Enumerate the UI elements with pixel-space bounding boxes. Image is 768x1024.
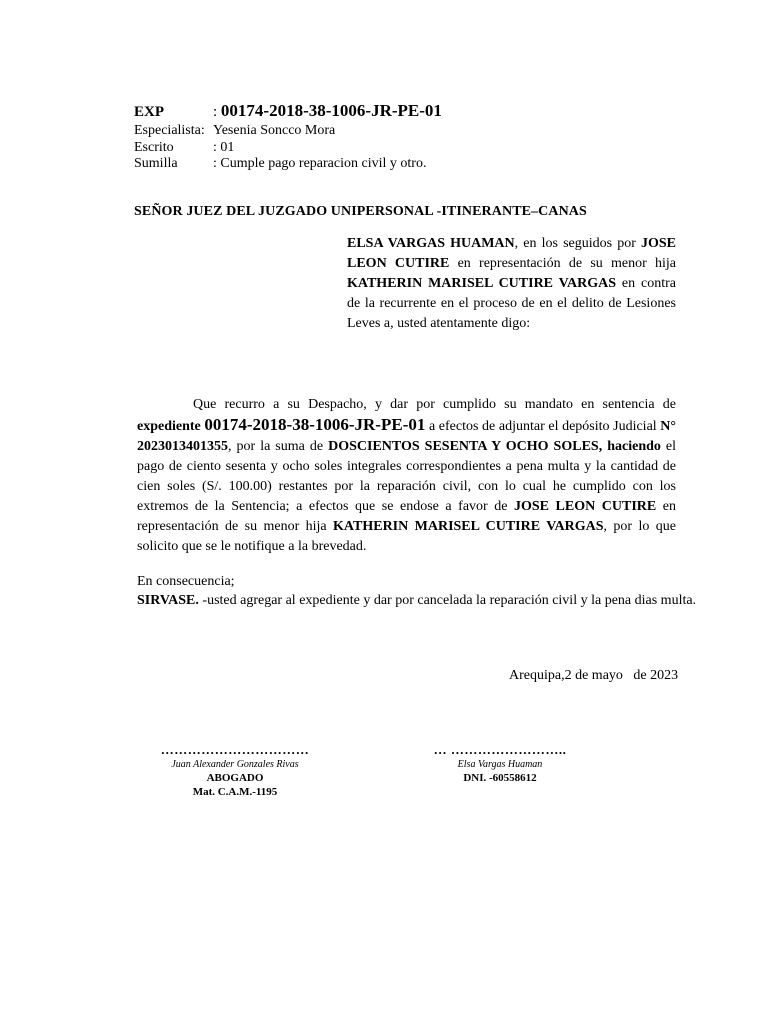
minor-name: KATHERIN MARISEL CUTIRE VARGAS	[347, 276, 616, 291]
expediente-row	[134, 102, 442, 121]
escrito-value: : 01	[213, 140, 235, 155]
body-text-5: en representación de su menor hija	[137, 499, 676, 534]
body-exp-number: 00174-2018-38-1006-JR-PE-01	[204, 415, 426, 434]
main-paragraph	[137, 395, 676, 557]
sumilla-value: : Cumple pago reparacion civil y otro.	[213, 156, 427, 171]
sumilla-label: Sumilla	[134, 156, 178, 171]
lawyer-name: Juan Alexander Gonzales Rivas	[171, 759, 299, 770]
document-date: Arequipa,2 de mayo de 2023	[509, 668, 679, 683]
petitioner-signature-name: Elsa Vargas Huaman	[457, 759, 543, 770]
escrito-label: Escrito	[134, 140, 174, 155]
body-text-4: el pago de ciento sesenta y ocho soles integrales correspondientes a pena multa y la cantidad de cien soles (S/. 100.00) restantes por la reparación civil, con lo cual he cumplido con los extremos de la Sentencia; a efectos que se endose a favor de	[137, 439, 677, 514]
represented-name: JOSE LEON CUTIRE	[347, 236, 676, 271]
body-text-6: , por lo que solicito que se le notifique a la brevedad.	[137, 519, 676, 554]
especialista-label: Especialista:	[134, 123, 205, 138]
body-bold-expediente: expediente	[137, 419, 201, 434]
escrito-row	[134, 139, 234, 156]
lawyer-registration: Mat. C.A.M.-1195	[192, 786, 278, 798]
lawyer-role: ABOGADO	[206, 772, 264, 784]
conclusion-line-1: En consecuencia;	[137, 574, 235, 589]
body-amount: DOSCIENTOS SESENTA Y OCHO SOLES, haciendo	[328, 439, 661, 454]
body-deposit-number: N° 2023013401355	[137, 419, 677, 454]
exp-value: 00174-2018-38-1006-JR-PE-01	[220, 101, 442, 120]
conclusion-line-2	[137, 591, 697, 610]
signature-petitioner	[420, 742, 580, 784]
body-beneficiary: JOSE LEON CUTIRE	[514, 499, 657, 514]
intro-text-1: , en los seguidos por	[514, 236, 641, 251]
sirvase-text: -usted agregar al expediente y dar por cancelada la reparación civil y la pena dias multa.	[198, 593, 697, 608]
signature-line: ……………………………	[160, 742, 310, 757]
sirvase-label: SIRVASE.	[137, 593, 199, 608]
intro-text-3: en contra de la recurrente en el proceso de en el delito de Lesiones Leves a, usted atentamente digo:	[347, 276, 676, 331]
signature-line: … ……………………..	[433, 742, 567, 757]
body-text-3: , por la suma de	[228, 439, 329, 454]
intro-text-2: en representación de su menor hija	[449, 256, 676, 271]
document-title: SEÑOR JUEZ DEL JUZGADO UNIPERSONAL -ITINERANTE–CANAS	[134, 204, 587, 219]
exp-label: EXP	[134, 104, 164, 120]
petitioner-dni: DNI. -60558612	[463, 772, 537, 784]
body-text-2: a efectos de adjuntar el depósito Judicial	[425, 419, 661, 434]
exp-separator: :	[213, 104, 218, 120]
petitioner-name: ELSA VARGAS HUAMAN	[347, 236, 515, 251]
conclusion	[137, 572, 697, 610]
intro-paragraph	[347, 234, 676, 334]
signature-lawyer	[155, 742, 315, 798]
especialista-row	[134, 122, 335, 139]
especialista-value: Yesenia Soncco Mora	[213, 123, 336, 138]
body-minor: KATHERIN MARISEL CUTIRE VARGAS	[333, 519, 604, 534]
sumilla-row	[134, 155, 426, 172]
body-text-1: Que recurro a su Despacho, y dar por cumplido su mandato en sentencia de	[193, 397, 676, 412]
